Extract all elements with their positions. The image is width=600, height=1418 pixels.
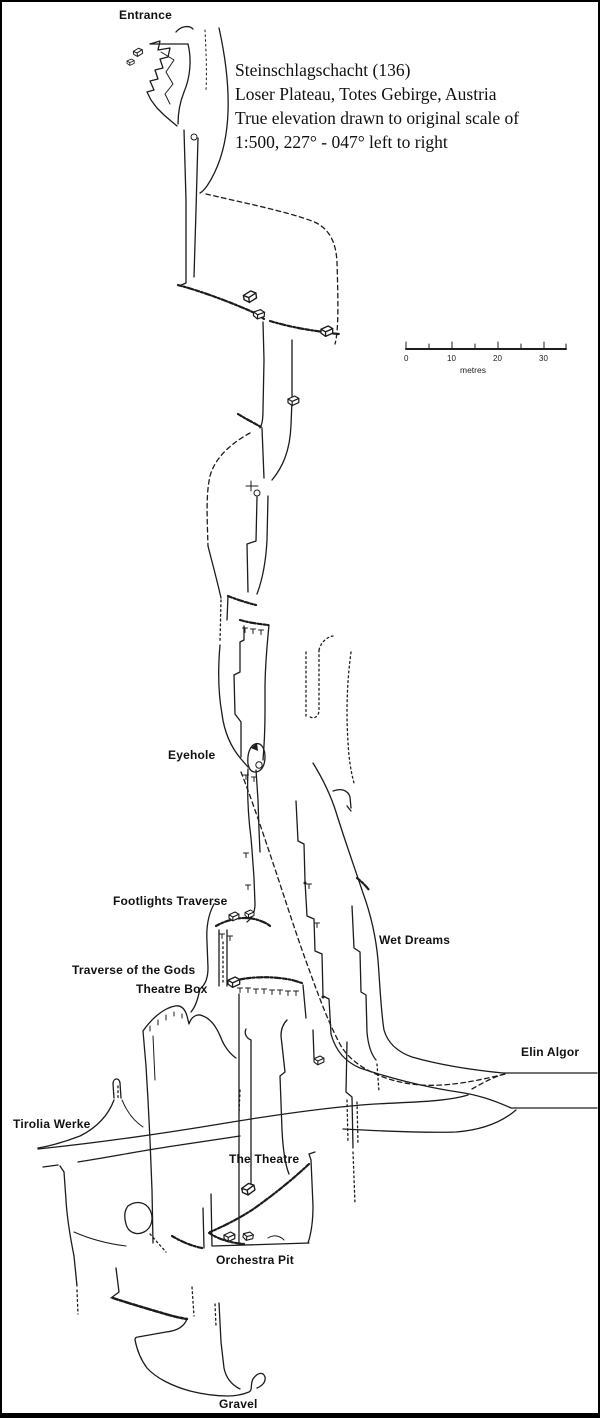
footlights-rift <box>191 769 270 1012</box>
label-traverse-of-the-gods: Traverse of the Gods <box>72 963 196 977</box>
label-footlights-traverse: Footlights Traverse <box>113 894 228 908</box>
title-line-2: Loser Plateau, Totes Gebirge, Austria <box>235 84 497 104</box>
label-entrance: Entrance <box>119 8 172 22</box>
title-line-1: Steinschlagschacht (136) <box>235 60 411 80</box>
tirolia-werke-passage <box>60 1166 204 1314</box>
label-wet-dreams: Wet Dreams <box>379 933 451 947</box>
label-theatre-box: Theatre Box <box>136 982 208 996</box>
title-line-3: True elevation drawn to original scale of <box>235 108 520 128</box>
scale-unit-label: metres <box>460 365 486 375</box>
label-the-theatre: The Theatre <box>229 1152 300 1166</box>
scale-tick-0: 0 <box>404 354 409 363</box>
label-tirolia-werke: Tirolia Werke <box>13 1117 91 1131</box>
label-elin-algor: Elin Algor <box>521 1045 580 1059</box>
scale-tick-20: 20 <box>493 354 502 363</box>
label-orchestra-pit: Orchestra Pit <box>216 1253 294 1267</box>
scale-tick-10: 10 <box>447 354 456 363</box>
title-block <box>235 58 575 154</box>
winding-shaft <box>207 433 354 783</box>
entrance-passage <box>127 27 228 193</box>
title-line-4: 1:500, 227° - 047° left to right <box>235 132 448 152</box>
theatre-chamber <box>143 1006 358 1246</box>
second-pitch <box>227 322 299 635</box>
label-eyehole: Eyehole <box>168 748 216 762</box>
scale-tick-30: 30 <box>539 354 548 363</box>
label-gravel: Gravel <box>219 1397 258 1411</box>
scale-bar <box>406 342 566 349</box>
gravel-passage <box>111 1268 265 1396</box>
boulder-ledge <box>178 285 340 336</box>
eyehole-feature <box>244 743 266 782</box>
